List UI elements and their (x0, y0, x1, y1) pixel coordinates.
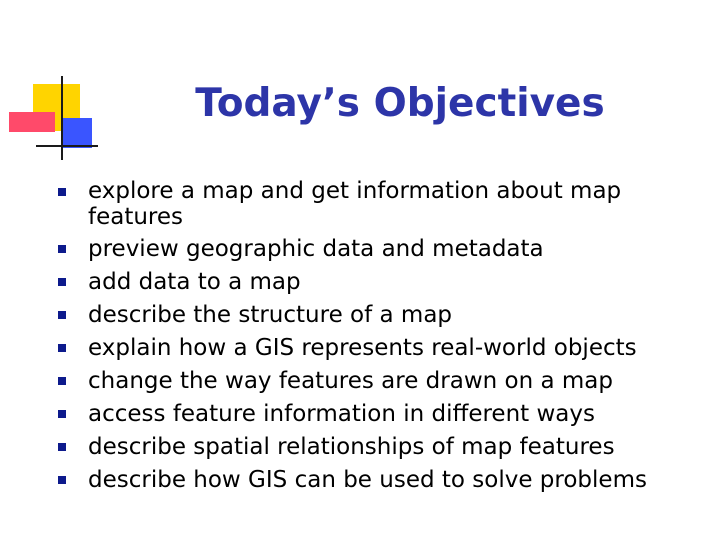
square-bullet-icon (58, 476, 66, 484)
square-bullet-icon (58, 443, 66, 451)
list-item-text: explore a map and get information about map features (88, 178, 622, 230)
square-bullet-icon (58, 245, 66, 253)
logo-vertical-line (61, 76, 63, 160)
square-bullet-icon (58, 410, 66, 418)
square-bullet-icon (58, 377, 66, 385)
list-item (58, 400, 708, 428)
corner-logo-icon (0, 0, 100, 170)
list-item-text: access feature information in different ways (88, 401, 595, 427)
objectives-list (58, 178, 708, 499)
list-item-text: explain how a GIS represents real-world objects (88, 335, 637, 361)
logo-horizontal-line (36, 145, 98, 147)
list-item-text: describe how GIS can be used to solve problems (88, 467, 647, 493)
list-item (58, 433, 708, 461)
list-item (58, 334, 708, 362)
list-item-text: describe spatial relationships of map features (88, 434, 615, 460)
list-item (58, 367, 708, 395)
square-bullet-icon (58, 311, 66, 319)
slide-title: Today’s Objectives (195, 81, 605, 126)
logo-blue-square (62, 118, 92, 148)
list-item (58, 268, 708, 296)
list-item (58, 301, 708, 329)
list-item (58, 466, 708, 494)
list-item-text: describe the structure of a map (88, 302, 453, 328)
list-item-text: change the way features are drawn on a map (88, 368, 613, 394)
logo-red-bar (9, 112, 55, 132)
square-bullet-icon (58, 278, 66, 286)
list-item-text: add data to a map (88, 269, 301, 295)
square-bullet-icon (58, 344, 66, 352)
list-item-text: preview geographic data and metadata (88, 236, 544, 262)
list-item (58, 235, 708, 263)
square-bullet-icon (58, 188, 66, 196)
list-item (58, 178, 708, 230)
